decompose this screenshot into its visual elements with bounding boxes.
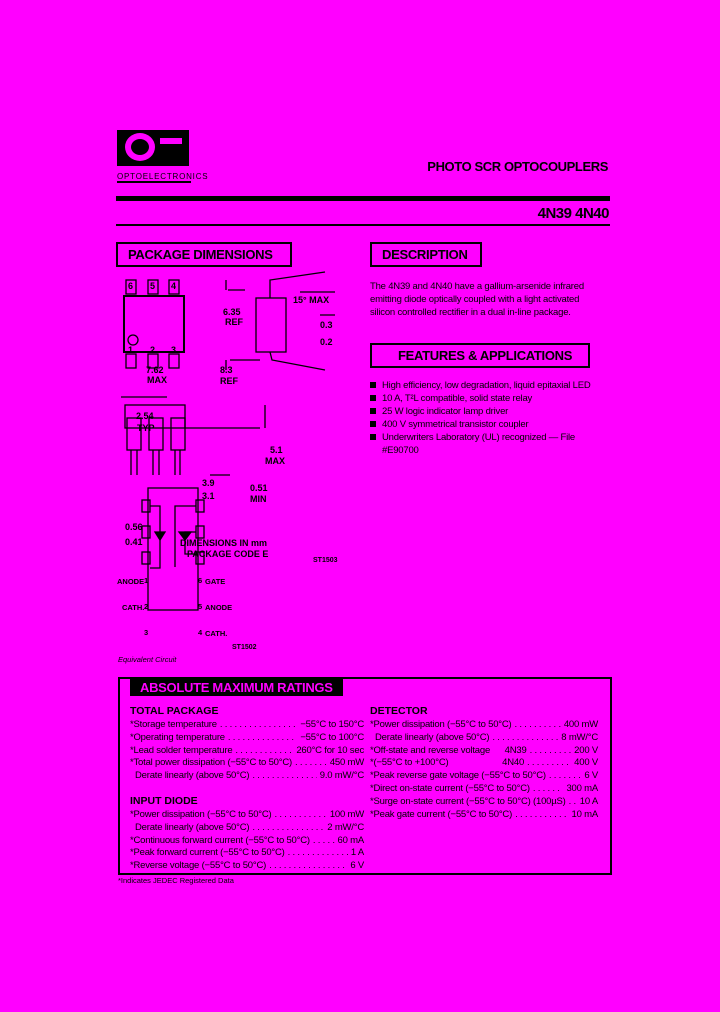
- circuit-pin-label-anode-5: ANODE: [205, 603, 233, 612]
- rating-row: *Storage temperature . . . −55°C to 150°C: [130, 719, 364, 732]
- dim-width-note: MAX: [147, 375, 167, 385]
- circuit-caption: Equivalent Circuit: [118, 655, 177, 664]
- features-list: [370, 379, 610, 457]
- pin-label-6: 6: [128, 281, 134, 291]
- rating-row: *Reverse voltage (−55°C to 50°C) . . . 6 V: [130, 860, 364, 873]
- dim-width: 7.62: [146, 365, 164, 375]
- dim-standoff: 0.51: [250, 483, 268, 493]
- package-dimensions-heading: PACKAGE DIMENSIONS: [116, 242, 292, 267]
- circuit-pin-num-4: 4: [198, 628, 203, 637]
- rating-row: *Power dissipation (−55°C to 50°C) . . . 100 mW: [130, 809, 364, 822]
- feature-item: 10 A, T²L compatible, solid state relay: [370, 392, 610, 405]
- dim-lead-len-bottom: 3.1: [202, 491, 215, 501]
- rating-row: *Peak reverse gate voltage (−55°C to 50°C) . . . 6 V: [370, 770, 598, 783]
- dim-lead-w-top: 0.56: [125, 522, 143, 532]
- rating-row: Derate linearly (above 50°C) . . . 8 mW/°C: [370, 732, 598, 745]
- ratings-right-column: [370, 701, 598, 821]
- dim-height-note: REF: [225, 317, 243, 327]
- rating-row: *Continuous forward current (−55°C to 50°C) . . . 60 mA: [130, 835, 364, 848]
- feature-item: High efficiency, low degradation, liquid epitaxial LED: [370, 379, 610, 392]
- rating-row: *Power dissipation (−55°C to 50°C) . . . 400 mW: [370, 719, 598, 732]
- ratings-left-column: [130, 701, 364, 873]
- units-line: DIMENSIONS IN mm: [180, 538, 268, 548]
- rating-row: *Surge on-state current (−55°C to 50°C) (100µS) . . . 10 A: [370, 796, 598, 809]
- dim-thick-top: 0.3: [320, 320, 333, 330]
- ratings-heading: ABSOLUTE MAXIMUM RATINGS: [130, 679, 343, 696]
- drawing-id-package: ST1503: [313, 557, 338, 564]
- header-rule-thick: [116, 196, 610, 201]
- dim-pitch-note: TYP: [137, 423, 155, 433]
- pin-label-5: 5: [150, 281, 156, 291]
- footnote: *Indicates JEDEC Registered Data: [118, 876, 234, 885]
- ratings-box: [118, 677, 612, 875]
- rating-row: *Total power dissipation (−55°C to 50°C) . . . 450 mW: [130, 757, 364, 770]
- document-title: PHOTO SCR OPTOCOUPLERS: [427, 159, 608, 174]
- feature-item: 400 V symmetrical transistor coupler: [370, 418, 610, 431]
- description-heading: DESCRIPTION: [370, 242, 482, 267]
- rating-row: *Peak forward current (−55°C to 50°C) . . . 1 A: [130, 847, 364, 860]
- pin-label-1: 1: [128, 345, 134, 355]
- features-heading: FEATURES & APPLICATIONS: [370, 343, 590, 368]
- dim-lead-spacing: 8.3: [220, 365, 233, 375]
- dim-lead-w-bottom: 0.41: [125, 537, 143, 547]
- rating-row: Derate linearly (above 50°C) . . . 9.0 mW/°C: [130, 770, 364, 783]
- rating-row: *Peak gate current (−55°C to 50°C) . . . 10 mA: [370, 809, 598, 822]
- total-package-heading: TOTAL PACKAGE: [130, 705, 219, 717]
- dim-body-height-note: MAX: [265, 456, 285, 466]
- dim-standoff-note: MIN: [250, 494, 267, 504]
- pin-label-3: 3: [171, 345, 177, 355]
- dim-angle: 15° MAX: [293, 295, 330, 305]
- dim-lead-len-top: 3.9: [202, 478, 215, 488]
- dim-lead-spacing-note: REF: [220, 376, 238, 386]
- rating-row: *Operating temperature . . . −55°C to 100°C: [130, 732, 364, 745]
- circuit-pin-label-gate: GATE: [205, 577, 226, 586]
- circuit-pin-num-1: 1: [144, 576, 149, 585]
- description-text: The 4N39 and 4N40 have a gallium-arsenide infrared emitting diode optically coupled with a light activated silicon controlled rectifier in a dual in-line package.: [370, 281, 584, 318]
- dim-thick-bottom: 0.2: [320, 337, 333, 347]
- rating-row: *(−55°C to +100°C) 4N40 . . . 400 V: [370, 757, 598, 770]
- circuit-pin-num-5: 5: [198, 602, 203, 611]
- input-diode-heading: INPUT DIODE: [130, 794, 198, 807]
- rating-row: Derate linearly (above 50°C) . . . 2 mW/°C: [130, 822, 364, 835]
- part-numbers: 4N39 4N40: [537, 205, 609, 222]
- feature-item: Underwriters Laboratory (UL) recognized — File #E90700: [370, 431, 610, 457]
- dim-height: 6.35: [223, 307, 241, 317]
- circuit-pin-num-3: 3: [144, 628, 149, 637]
- company-logo: [117, 130, 209, 188]
- feature-item: 25 W logic indicator lamp driver: [370, 405, 610, 418]
- circuit-pin-label-anode-1: ANODE: [117, 577, 145, 586]
- dim-body-height: 5.1: [270, 445, 283, 455]
- rating-row: *Direct on-state current (−55°C to 50°C) . . . 300 mA: [370, 783, 598, 796]
- pin-label-2: 2: [150, 345, 156, 355]
- circuit-pin-label-cath-2: CATH.: [122, 603, 145, 612]
- package-code: PACKAGE CODE E: [187, 549, 269, 559]
- dim-pitch: 2.54: [136, 411, 154, 421]
- rating-row: *Lead solder temperature . . . 260°C for 10 sec: [130, 745, 364, 758]
- pin-label-4: 4: [171, 281, 177, 291]
- header-rule-thin: [116, 224, 610, 226]
- circuit-pin-label-cath-4: CATH.: [205, 629, 228, 638]
- rating-row: *Off-state and reverse voltage 4N39 . . . 200 V: [370, 745, 598, 758]
- circuit-pin-num-2: 2: [144, 602, 149, 611]
- detector-heading: DETECTOR: [370, 705, 428, 717]
- logo-subtext: OPTOELECTRONICS: [117, 172, 209, 181]
- circuit-pin-num-6: 6: [198, 576, 203, 585]
- drawing-id-circuit: ST1502: [232, 644, 257, 651]
